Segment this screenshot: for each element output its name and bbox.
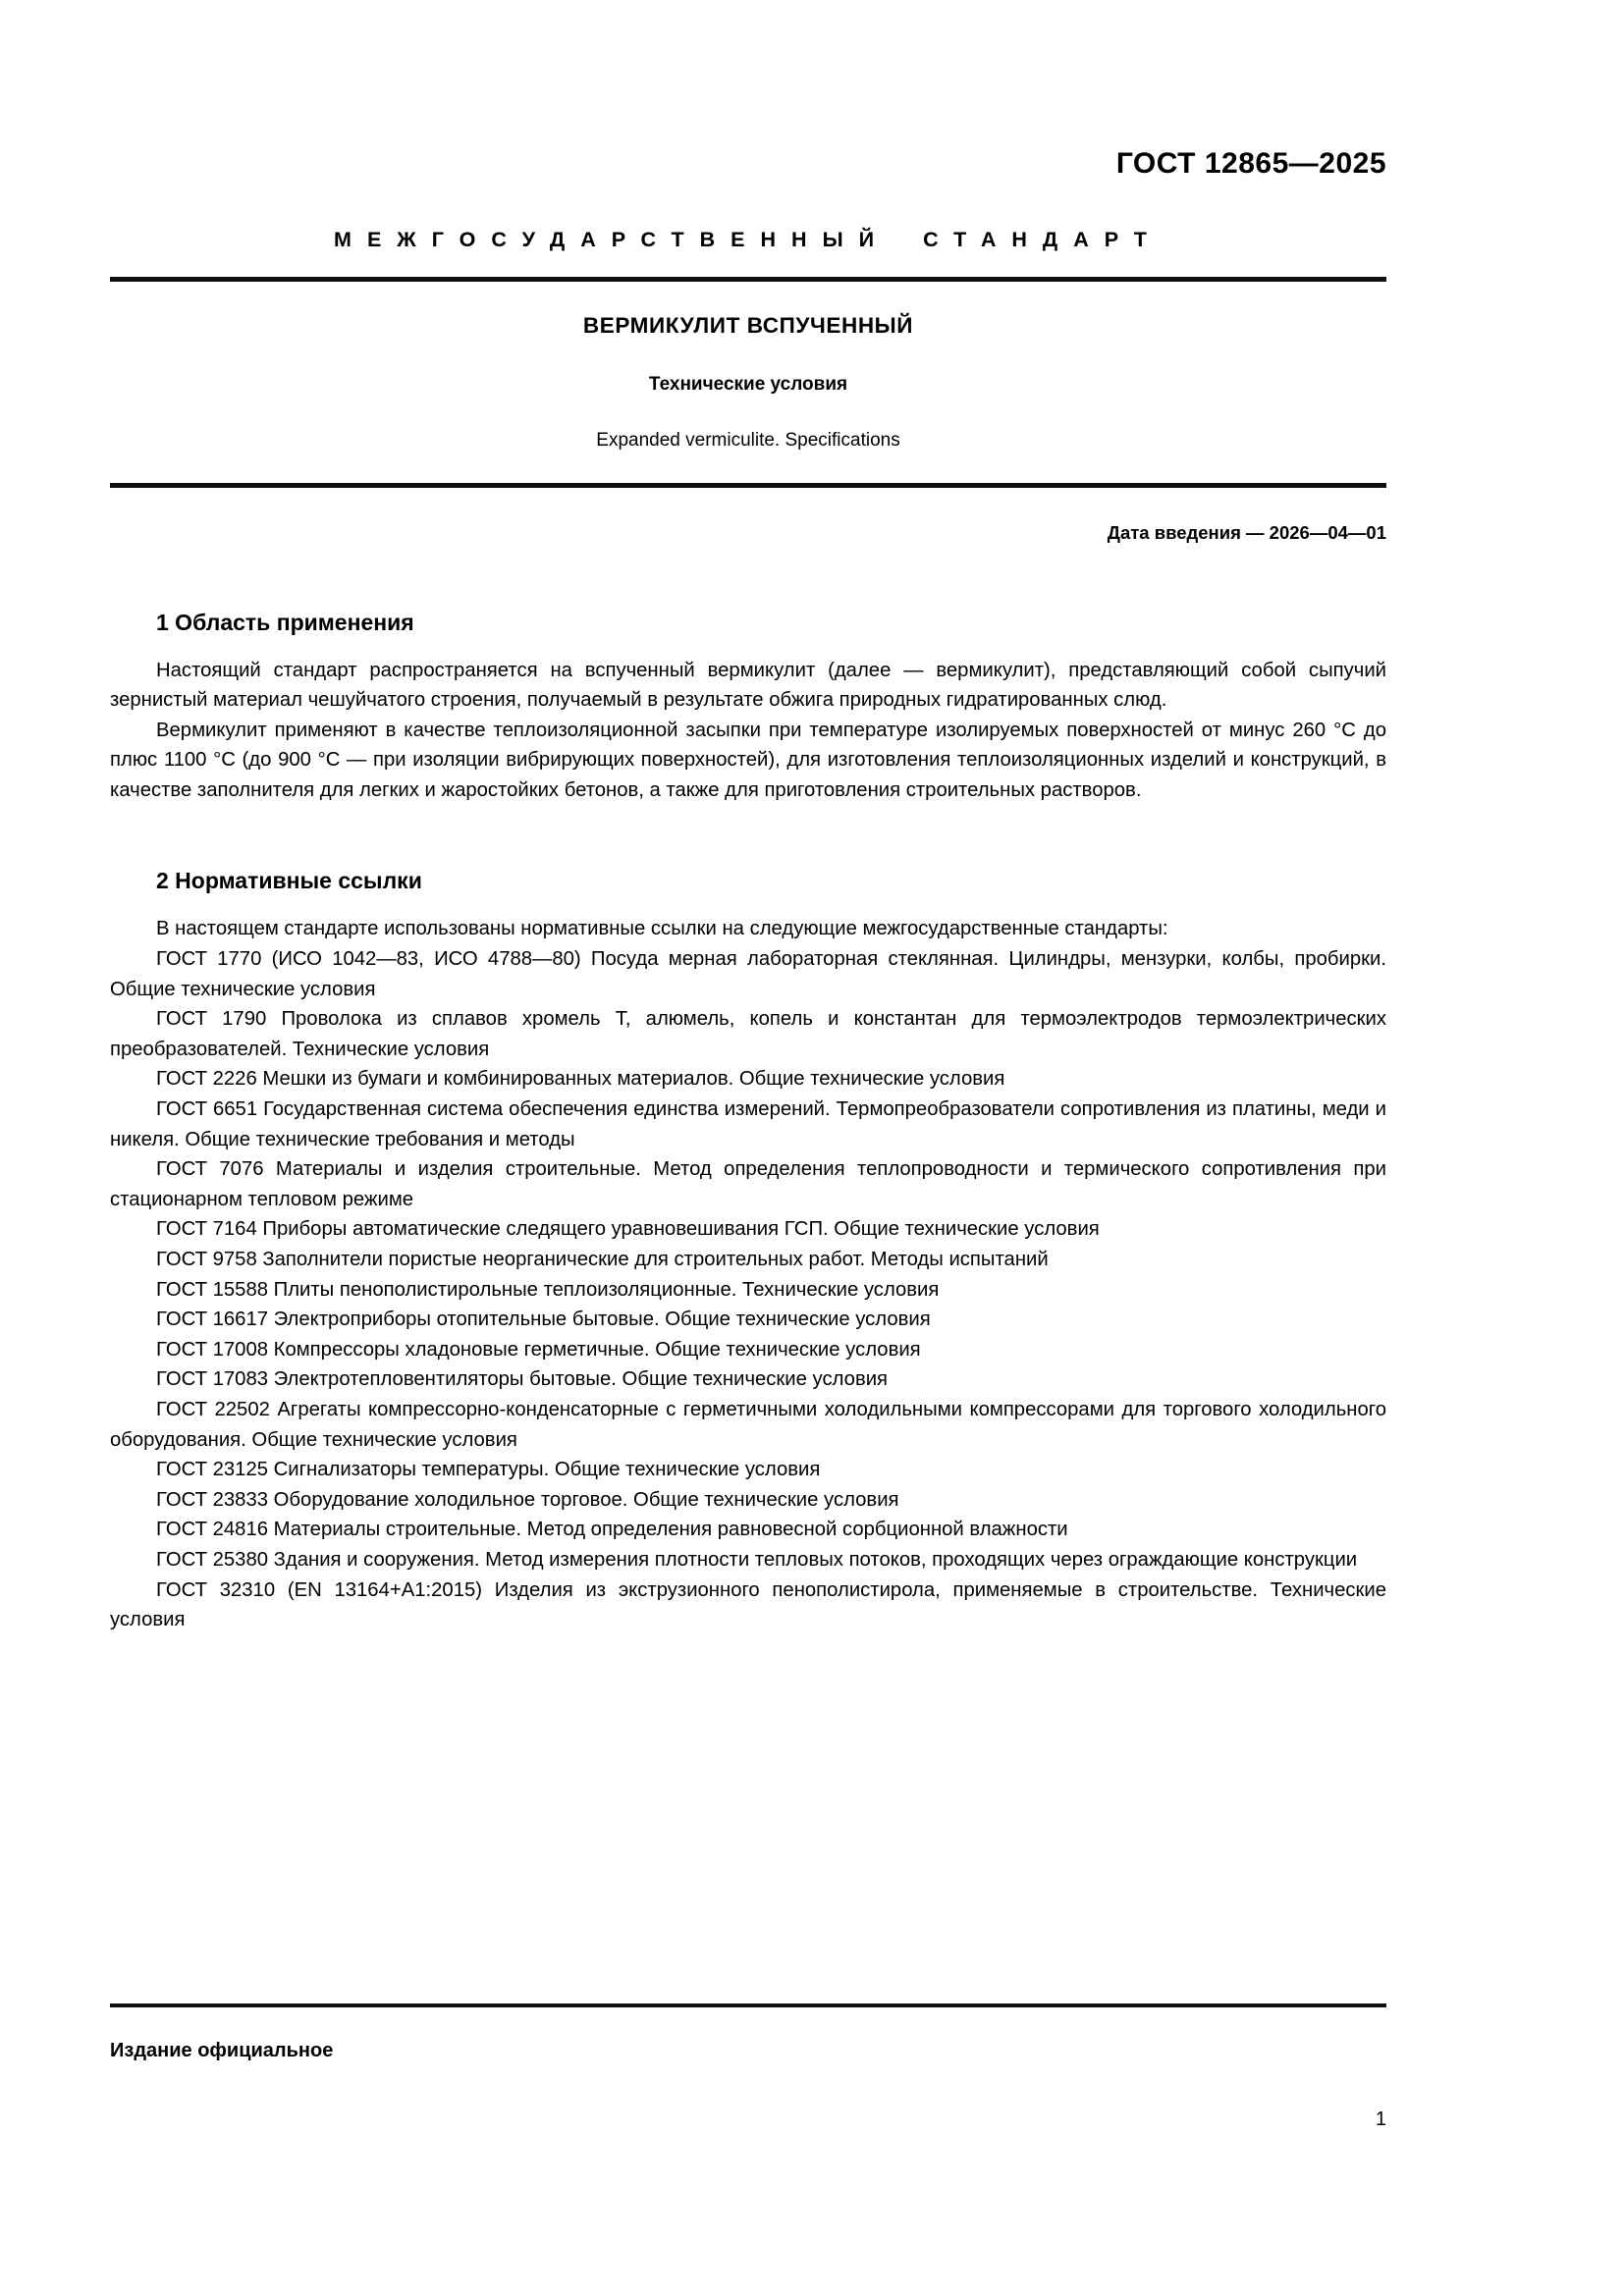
- standard-type-word-1: МЕЖГОСУДАРСТВЕННЫЙ: [334, 228, 891, 251]
- reference-item: ГОСТ 6651 Государственная система обеспечения единства измерений. Термопреобразователи сопротивления из платины, меди и никеля. Общие технические требования и методы: [110, 1098, 1386, 1150]
- reference-item: ГОСТ 7076 Материалы и изделия строительные. Метод определения теплопроводности и термического сопротивления при стационарном тепловом режиме: [110, 1158, 1386, 1210]
- section-heading-scope: 1 Область применения: [156, 609, 414, 635]
- reference-item: ГОСТ 15588 Плиты пенополистирольные теплоизоляционные. Технические условия: [156, 1278, 940, 1301]
- document-subtitle: Технические условия: [648, 374, 848, 395]
- standard-type-line: [110, 230, 1386, 251]
- reference-item: ГОСТ 23833 Оборудование холодильное торговое. Общие технические условия: [156, 1488, 899, 1511]
- reference-item: ГОСТ 7164 Приборы автоматические следящего уравновешивания ГСП. Общие технические условия: [156, 1218, 1100, 1241]
- reference-item: ГОСТ 23125 Сигнализаторы температуры. Общие технические условия: [156, 1459, 821, 1481]
- scope-paragraph-1: Настоящий стандарт распространяется на вспученный вермикулит (далее — вермикулит), представляющий собой сыпучий зернистый материал чешуйчатого строения, получаемый в результате обжига природных гидратированных слюд.: [110, 659, 1386, 712]
- document-title: ВЕРМИКУЛИТ ВСПУЧЕННЫЙ: [582, 312, 914, 338]
- scope-paragraph-2: Вермикулит применяют в качестве теплоизоляционной засыпки при температуре изолируемых поверхностей от минус 260 °С до плюс 1100 °С (до 900 °С — при изоляции вибрирующих поверхностей), для изготовления теплоизоляционных изделий и конструкций, в качестве заполнителя для легких и жаростойких бетонов, а также для приготовления строительных растворов.: [110, 719, 1386, 801]
- page-number: 1: [1375, 2109, 1386, 2130]
- reference-item: ГОСТ 32310 (EN 13164+A1:2015) Изделия из экструзионного пенополистирола, применяемые в строительстве. Технические условия: [110, 1578, 1386, 1631]
- reference-item: ГОСТ 16617 Электроприборы отопительные бытовые. Общие технические условия: [156, 1308, 931, 1331]
- reference-item: ГОСТ 17008 Компрессоры хладоновые герметичные. Общие технические условия: [156, 1338, 921, 1361]
- title-block: [110, 282, 1386, 451]
- edition-note: Издание официальное: [110, 2040, 334, 2061]
- reference-item: ГОСТ 1790 Проволока из сплавов хромель Т, алюмель, копель и константан для термоэлектродов термоэлектрических преобразователей. Технические условия: [110, 1008, 1386, 1060]
- page-content: [110, 0, 1386, 1635]
- reference-item: ГОСТ 24816 Материалы строительные. Метод определения равновесной сорбционной влажности: [156, 1519, 1068, 1541]
- reference-item: ГОСТ 9758 Заполнители пористые неорганические для строительных работ. Методы испытаний: [156, 1249, 1049, 1270]
- reference-item: ГОСТ 2226 Мешки из бумаги и комбинированных материалов. Общие технические условия: [156, 1068, 1005, 1091]
- reference-item: ГОСТ 17083 Электротепловентиляторы бытовые. Общие технические условия: [156, 1368, 889, 1391]
- rule-below-title: [110, 483, 1386, 488]
- section-heading-normative-references: 2 Нормативные ссылки: [156, 868, 422, 894]
- reference-item: ГОСТ 1770 (ИСО 1042—83, ИСО 4788—80) Посуда мерная лабораторная стеклянная. Цилиндры, мензурки, колбы, пробирки. Общие технические условия: [110, 948, 1386, 1000]
- normative-references-list: [110, 944, 1386, 1635]
- document-title-english: Expanded vermiculite. Specifications: [596, 430, 900, 451]
- normative-references-intro: В настоящем стандарте использованы нормативные ссылки на следующие межгосударственные стандарты:: [156, 918, 1168, 940]
- document-number: ГОСТ 12865—2025: [1115, 147, 1386, 180]
- introduction-date: Дата введения — 2026—04—01: [1107, 522, 1386, 543]
- rule-footer: [110, 2003, 1386, 2007]
- reference-item: ГОСТ 22502 Агрегаты компрессорно-конденсаторные с герметичными холодильными компрессорами для торгового холодильного оборудования. Общие технические условия: [110, 1398, 1386, 1451]
- reference-item: ГОСТ 25380 Здания и сооружения. Метод измерения плотности тепловых потоков, проходящих через ограждающие конструкции: [156, 1548, 1358, 1571]
- standard-type-word-2: СТАНДАРТ: [923, 228, 1163, 251]
